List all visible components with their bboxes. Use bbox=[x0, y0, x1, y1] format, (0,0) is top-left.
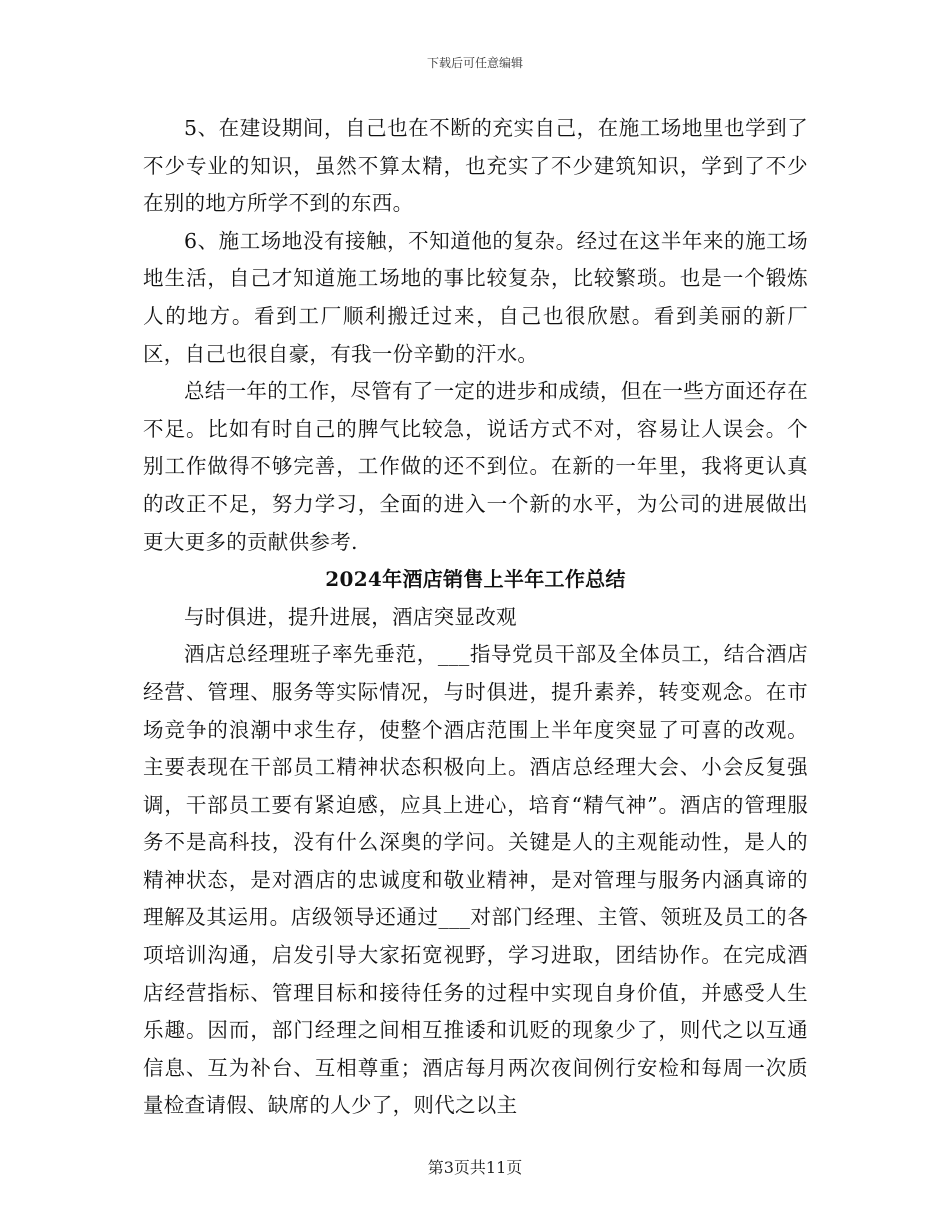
section-body: 酒店总经理班子率先垂范，___指导党员干部及全体员工，结合酒店经营、管理、服务等实际情况，与时俱进，提升素养，转变观念。在市场竞争的浪潮中求生存，使整个酒店范围上半年度突显了可喜的改观。主要表现在干部员工精神状态积极向上。酒店总经理大会、小会反复强调，干部员工要有紧迫感，应具上进心，培育“精气神”。酒店的管理服务不是高科技，没有什么深奥的学问。关键是人的主观能动性，是人的精神状态，是对酒店的忠诚度和敬业精神，是对管理与服务内涵真谛的理解及其运用。店级领导还通过___对部门经理、主管、领班及员工的各项培训沟通，启发引导大家拓宽视野，学习进取，团结协作。在完成酒店经营指标、管理目标和接待任务的过程中实现自身价值，并感受人生乐趣。因而，部门经理之间相互推诿和讥贬的现象少了，则代之以互通信息、互为补台、互相尊重；酒店每月两次夜间例行安检和每周一次质量检查请假、缺席的人少了，则代之以主 bbox=[143, 642, 808, 1118]
section-subtitle: 与时俱进，提升进展，酒店突显改观 bbox=[184, 604, 517, 629]
paragraph-item-6: 6、施工场地没有接触，不知道他的复杂。经过在这半年来的施工场地生活，自己才知道施工场地的事比较复杂，比较繁琐。也是一个锻炼人的地方。看到工厂顺利搬迁过来，自己也很欣慰。看到美丽的新厂区，自己也很自豪，有我一份辛勤的汗水。 bbox=[143, 228, 808, 366]
header-note: 下载后可任意编辑 bbox=[426, 56, 523, 70]
section-title: 2024年酒店销售上半年工作总结 bbox=[325, 567, 626, 592]
page-indicator: 第3页共11页 bbox=[427, 1158, 523, 1177]
document-body bbox=[143, 110, 808, 1125]
paragraph-summary: 总结一年的工作，尽管有了一定的进步和成绩，但在一些方面还存在不足。比如有时自己的脾气比较急，说话方式不对，容易让人误会。个别工作做得不够完善，工作做的还不到位。在新的一年里，我将更认真的改正不足，努力学习，全面的进入一个新的水平，为公司的进展做出更大更多的贡献供参考. bbox=[143, 379, 808, 554]
paragraph-item-5: 5、在建设期间，自己也在不断的充实自己，在施工场地里也学到了不少专业的知识，虽然不算太精，也充实了不少建筑知识，学到了不少在别的地方所学不到的东西。 bbox=[143, 116, 808, 216]
